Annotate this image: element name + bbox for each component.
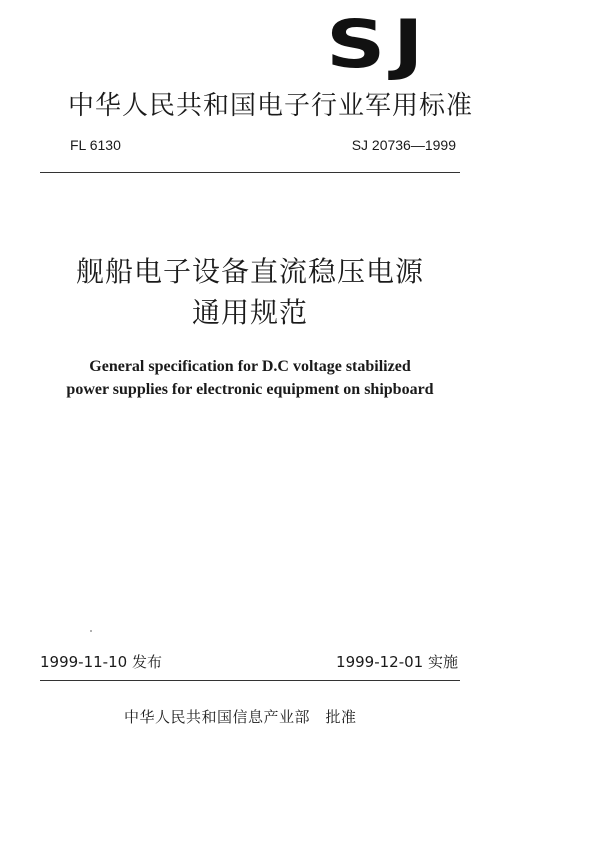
scan-speck <box>90 630 92 632</box>
header-divider <box>40 172 460 173</box>
issue-date: 1999-11-10 发布 <box>40 653 162 671</box>
document-title-en-line1: General specification for D.C voltage stabilized <box>89 358 411 375</box>
classification-code: FL 6130 <box>70 137 121 153</box>
approving-authority: 中华人民共和国信息产业部 批准 <box>124 708 357 726</box>
standard-number: SJ 20736—1999 <box>351 137 456 153</box>
footer-divider <box>40 680 460 681</box>
document-title-cn-line1: 舰船电子设备直流稳压电源 <box>75 255 424 288</box>
standard-type-title: 中华人民共和国电子行业军用标准 <box>68 91 474 121</box>
sj-logo: SJ <box>326 6 432 83</box>
document-title-en-line2: power supplies for electronic equipment on shipboard <box>66 381 434 398</box>
implementation-date: 1999-12-01 实施 <box>336 653 458 671</box>
document-title-cn-line2: 通用规范 <box>191 296 308 329</box>
